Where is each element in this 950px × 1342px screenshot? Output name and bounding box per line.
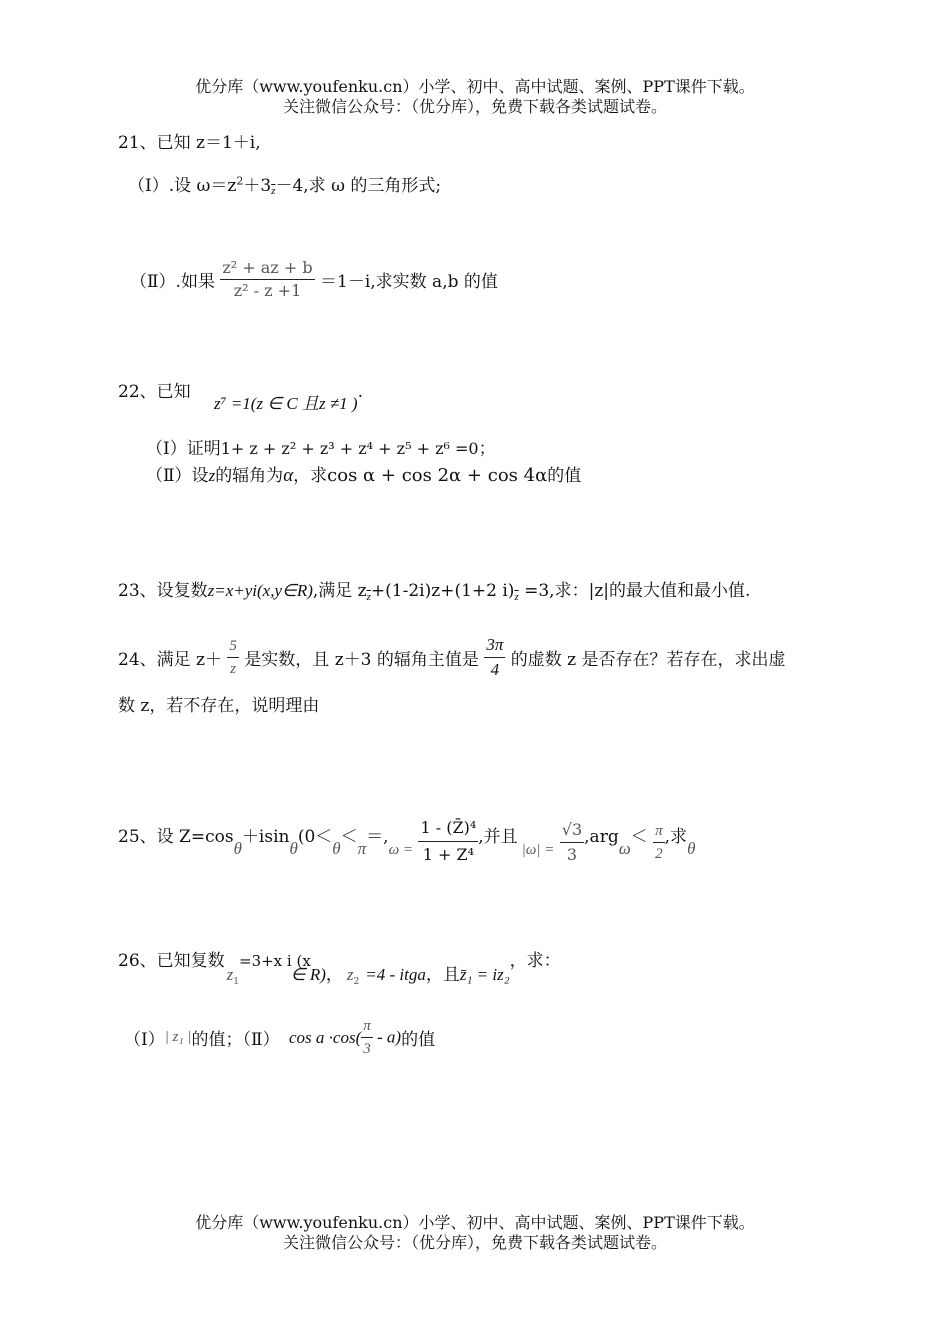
q26-abs-z1: | z₁ | [164,1029,192,1045]
q26-comma: ， [325,965,343,985]
q24-fraction2-numerator: 3π [484,633,505,658]
q21-part2-post: ＝1－i,求实数 a,b 的值 [320,272,498,292]
q25-half-denominator: 2 [655,846,663,862]
q26-frac-numerator: π [361,1015,373,1038]
q22-part2-mid: 的辐角为 [215,466,284,486]
q26-pi-over-3 [361,1015,373,1060]
q22-stem-pre: 22、已知 [118,382,191,402]
q23 [118,576,750,603]
q24-mid: 是实数，且 z＋3 的辐角主值是 [244,650,479,670]
q25-theta-1: θ [233,839,242,858]
q22-part1-pre: （Ⅰ）证明 [146,439,221,459]
q22-part2-mid2: ，求 [293,466,328,486]
q21-part2-numerator: z² + az + b [220,257,314,280]
q25-theta-3: θ [332,839,341,858]
q25-pre: 25、设 Z=cos [118,827,234,847]
q23-zbar: z [366,591,371,603]
q24-line2: 数 z，若不存在，说明理由 [118,696,320,716]
q22-stem [118,377,363,413]
q21-part2-fraction [220,257,314,302]
q25-theta-4: θ [687,839,696,858]
q24-fraction1-numerator: 5 [227,635,239,658]
q21-part1-pre: （Ⅰ）.设 ω＝z [128,176,237,196]
q21-part1-zbar: $\overline{z}$ [271,185,276,197]
q25 [118,815,695,868]
q26-part2-post: 的值 [401,1030,436,1050]
q23-mid2: +(1-2i)z+(1+2 i) [370,581,515,601]
q25-omega: ω [618,839,631,858]
page-header-line2: 关注微信公众号：（优分库），免费下载各类试题试卷。 [282,97,667,116]
q26-post: ，求： [509,951,561,971]
q25-arg: ,arg [584,827,619,847]
q26-in-r: ∈ R) [290,965,326,984]
q25-half-numerator: π [653,820,665,843]
q26-part2-math-a: cos a ·cos( [289,1027,362,1047]
q23-definition: z=x+yi(x,y∈R) [207,581,313,600]
q25-post: ,求 [664,827,688,847]
q24-fraction1-denominator: z [230,661,237,677]
q25-omega-fraction [418,815,478,868]
q26-and: ，且 [425,965,460,985]
q24-line1 [118,633,786,682]
q26-z2: z [346,965,354,984]
q25-pi-over-2 [653,820,665,865]
q21-part2-pre: （Ⅱ）.如果 [130,272,215,292]
q22-part2-z: z [208,466,216,485]
q22-part1-math: 1+ z + z² + z³ + z⁴ + z⁵ + z⁶ =0 [220,439,479,458]
q22-part2-alpha: α [283,465,294,486]
q23-zbar2: z [514,591,519,603]
q21-part1-post: －4,求 ω 的三角形式; [275,176,442,196]
q26-eq1: =3+x i (x [239,952,311,970]
q25-fraction-numerator: 1 - (Z̄)⁴ [418,815,478,842]
q23-post: =3,求：|z|的最大值和最小值. [518,581,751,601]
q21-stem: 21、已知 z＝1＋i, [118,133,261,153]
q24-post: 的虚数 z 是否存在？若存在，求出虚 [510,650,786,670]
q25-theta-2: θ [289,839,298,858]
q21-part1 [128,171,441,197]
q26-pre: 26、已知复数 [118,951,225,971]
q24-pre: 24、满足 z＋ [118,650,222,670]
q21-part2 [130,257,498,302]
q21-part1-square: 2 [236,174,244,188]
q24-fraction-5-over-z [227,635,239,680]
page-footer-line1: 优分库（www.youfenku.cn）小学、初中、高中试题、案例、PPT课件下载。 [195,1213,755,1232]
q22-stem-post: . [357,382,363,402]
q26-part1-pre: （Ⅰ） [124,1030,165,1050]
q21-part1-mid: ＋3 [243,176,272,196]
q25-mid5: ,并且 [478,827,518,847]
q26-z1-subscript: 1 [233,977,239,988]
q26-frac-denominator: 3 [363,1041,371,1057]
q25-sqrt-numerator: √3 [560,818,584,843]
q26-stem [118,946,561,988]
q22-part2-math: cos α + cos 2α + cos 4α [327,465,548,486]
q22-part2 [146,461,581,487]
q26-z2-subscript: 2 [353,977,360,988]
page-header-line1: 优分库（www.youfenku.cn）小学、初中、高中试题、案例、PPT课件下载。 [195,77,755,96]
q25-lt: ＜ [630,827,648,847]
q22-part2-pre: （Ⅱ）设 [146,466,209,486]
q22-part1-post: ； [478,439,496,459]
q24-fraction2-denominator: 4 [490,660,500,679]
q25-sqrt-denominator: 3 [566,845,578,864]
q26-eq2: =4 - itga [365,965,426,984]
q26-part2-math-b: - a) [372,1027,402,1047]
q26-z1: z [226,965,234,984]
q25-pi: π [357,839,367,858]
q25-mid1: ＋isin [241,827,290,847]
q25-sqrt3-over-3 [560,818,584,867]
q21-part2-denominator: z² - z +1 [233,281,302,300]
q23-pre: 23、设复数 [118,581,208,601]
q26-relation: z̄₁ = iz₂ [459,965,510,984]
q22-stem-math: z⁷ =1(z ∈ C 且z ≠1 ) [214,394,358,413]
page-footer-line2: 关注微信公众号：（优分库），免费下载各类试题试卷。 [282,1233,667,1252]
q25-mid4: ＝, [366,827,389,847]
q25-mid2: (0＜ [297,827,333,847]
q24-fraction-3pi-over-4 [484,633,505,682]
q23-mid: ,满足 z [312,581,367,601]
q25-abs-omega: |ω| = [521,842,555,858]
q25-fraction-denominator: 1 + Z⁴ [422,845,474,864]
q25-mid3: ＜ [340,827,358,847]
q22-part2-post: 的值 [547,466,582,486]
q22-part1 [146,434,496,459]
q26-part1-post: 的值；（Ⅱ） [191,1030,280,1050]
q25-omega-eq: ω = [388,842,414,858]
q26-parts [124,1015,435,1060]
